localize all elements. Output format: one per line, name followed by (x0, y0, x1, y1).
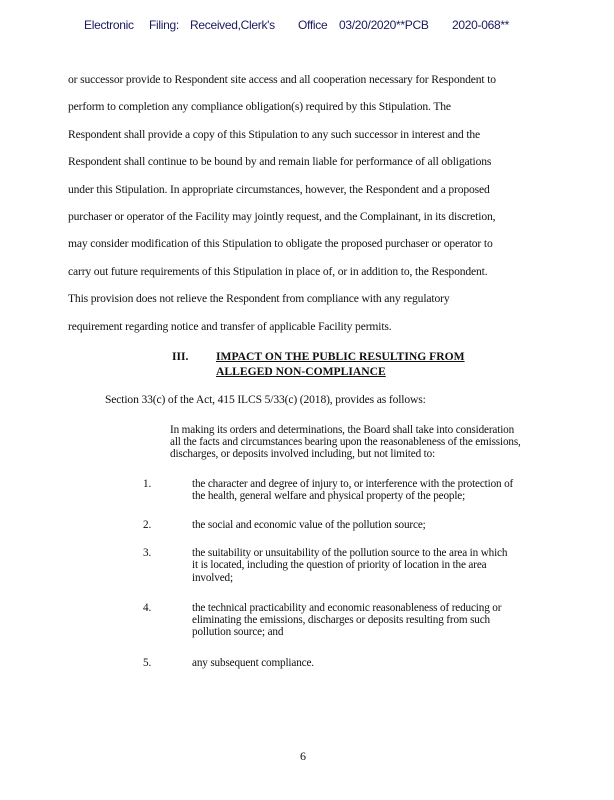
quote-line: In making its orders and determinations, the Board shall take into consideration (170, 424, 515, 436)
body-line: requirement regarding notice and transfer of applicable Facility permits. (68, 320, 392, 333)
list-text: the character and degree of injury to, or interference with the protection of (192, 478, 514, 490)
header-text: Electronic (84, 18, 134, 32)
body-line: Respondent shall provide a copy of this Stipulation to any such successor in interest and the (68, 128, 481, 141)
list-text: the health, general welfare and physical property of the people; (192, 490, 466, 502)
body-line: Respondent shall continue to be bound by and remain liable for performance of all obligations (68, 155, 492, 168)
list-text: the social and economic value of the pollution source; (192, 519, 426, 531)
list-text: eliminating the emissions, discharges or deposits resulting from such (192, 614, 490, 626)
body-line: or successor provide to Respondent site access and all cooperation necessary for Respondent to (68, 73, 496, 86)
list-number: 3. (143, 547, 152, 559)
list-text: the suitability or unsuitability of the pollution source to the area in which (192, 547, 508, 559)
section-title: ALLEGED NON-COMPLIANCE (216, 365, 386, 378)
list-text: involved; (192, 572, 233, 584)
list-number: 4. (143, 602, 152, 614)
body-line: purchaser or operator of the Facility may jointly request, and the Complainant, in its discretion, (68, 210, 496, 223)
page-number: 6 (300, 749, 306, 763)
section-number: III. (172, 350, 189, 363)
section-title: IMPACT ON THE PUBLIC RESULTING FROM (216, 350, 465, 363)
header-text: Office (298, 18, 328, 32)
body-line: perform to completion any compliance obligation(s) required by this Stipulation. The (68, 100, 451, 113)
body-line: This provision does not relieve the Respondent from compliance with any regulatory (68, 292, 450, 305)
list-number: 2. (143, 519, 152, 531)
list-number: 1. (143, 478, 152, 490)
header-text: 03/20/2020**PCB (339, 18, 429, 32)
list-text: the technical practicability and economic reasonableness of reducing or (192, 602, 502, 614)
body-line: may consider modification of this Stipulation to obligate the proposed purchaser or operator to (68, 237, 493, 250)
list-text: pollution source; and (192, 626, 284, 638)
header-text: Received,Clerk's (190, 18, 275, 32)
list-text: it is located, including the question of priority of location in the area (192, 559, 487, 571)
body-line: carry out future requirements of this Stipulation in place of, or in addition to, the Respondent. (68, 265, 488, 278)
list-text: any subsequent compliance. (192, 657, 314, 669)
list-number: 5. (143, 657, 152, 669)
body-line: under this Stipulation. In appropriate circumstances, however, the Respondent and a proposed (68, 183, 490, 196)
section-intro: Section 33(c) of the Act, 415 ILCS 5/33(c) (2018), provides as follows: (105, 393, 426, 406)
header-text: Filing: (149, 18, 179, 32)
header-text: 2020-068** (452, 18, 510, 32)
quote-line: discharges, or deposits involved including, but not limited to: (170, 448, 436, 460)
quote-line: all the facts and circumstances bearing upon the reasonableness of the emissions, (170, 436, 521, 448)
